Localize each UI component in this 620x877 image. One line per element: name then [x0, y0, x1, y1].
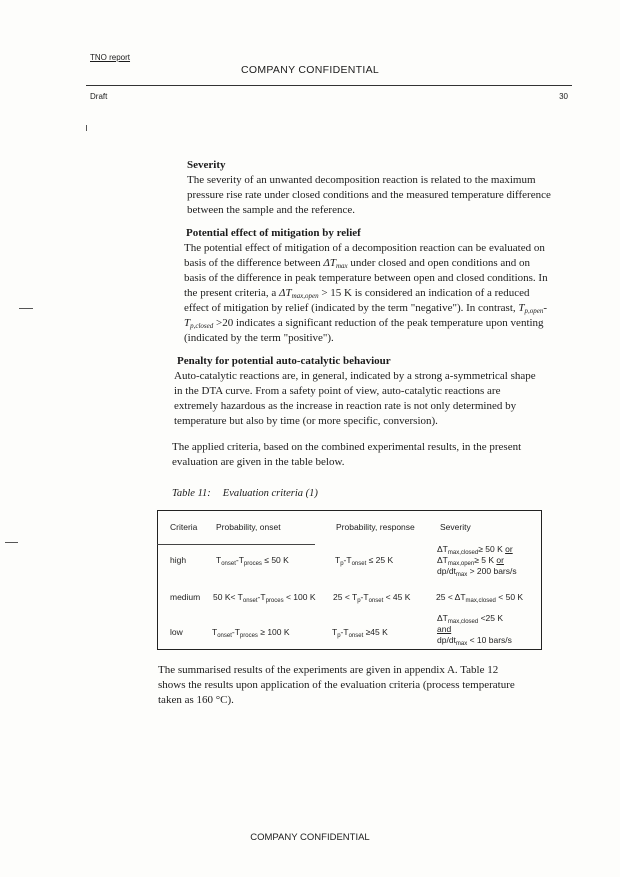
header-probability-response: Probability, response [336, 522, 415, 532]
scan-mark [5, 542, 18, 543]
table-caption [172, 488, 318, 499]
section-penalty [174, 354, 536, 429]
row-high-response: $T_p-T_{onset} \le 25$ K [335, 555, 394, 567]
caption-title: Evaluation criteria (1) [222, 488, 318, 499]
section-body [174, 369, 536, 429]
caption-label: Table 11: [172, 488, 211, 499]
text-line: basis of the difference in peak temperature between open and closed conditions. In [184, 272, 548, 284]
row-low-label: low [170, 627, 183, 637]
text-line: basis of the difference between $\Delta T_{max}$ under closed and open conditions and on [184, 257, 531, 270]
text-line: temperature but also by time (or more specific, conversion). [174, 415, 438, 427]
scan-mark [19, 308, 33, 309]
footer-confidential: COMPANY CONFIDENTIAL [250, 832, 370, 843]
text-line: extremely hazardous as the increase in reaction rate is not only determined by [174, 400, 517, 412]
text-line: between the sample and the reference. [187, 204, 355, 216]
row-medium-label: medium [170, 592, 201, 602]
section-applied [172, 440, 521, 470]
text-line: in the DTA curve. From a safety point of view, auto-catalytic reactions are [174, 385, 501, 397]
section-title: Penalty for potential auto-catalytic behaviour [177, 355, 391, 367]
header-criteria: Criteria [170, 522, 198, 532]
row-medium-onset: 50 $K< T_{onset}-T_{proces} < 100$ K [213, 592, 316, 604]
section-mitigation [184, 226, 548, 346]
text-line: pressure rise rate under closed conditions and the measured temperature difference [187, 189, 551, 201]
scan-mark [86, 125, 87, 131]
table-header-rule [157, 544, 315, 545]
row-medium-severity: $25 < \Delta T_{max,closed} < 50$ K [436, 592, 524, 604]
row-low-severity: $\Delta T_{max,closed} <25$ K and $dp/dt_{max} < 10$ bars/s [437, 613, 512, 647]
section-summary [158, 663, 515, 708]
page-number: 30 [559, 92, 568, 101]
section-severity [187, 158, 551, 218]
header-severity: Severity [440, 522, 471, 532]
row-low-onset: $T_{onset}-T_{proces} \ge 100$ K [212, 627, 290, 639]
section-body [187, 173, 551, 218]
section-title: Potential effect of mitigation by relief [186, 227, 361, 239]
text-line: The applied criteria, based on the combined experimental results, in the present [172, 441, 522, 453]
text-line: effect of mitigation by relief (indicated by the term "negative"). In contrast, $T_{p,open}-$ [184, 302, 548, 315]
row-high-onset: $T_{onset}-T_{proces} \le 50$ K [216, 555, 289, 567]
header-probability-onset: Probability, onset [216, 522, 281, 532]
section-title: Severity [187, 159, 226, 171]
text-line: The summarised results of the experiments are given in appendix A. Table 12 [158, 664, 499, 676]
section-body [184, 241, 548, 346]
header-divider [86, 85, 572, 86]
header-report-label: TNO report [90, 53, 131, 62]
text-line: taken as 160 °C). [158, 694, 234, 706]
row-high-label: high [170, 555, 187, 565]
header-draft-label: Draft [90, 92, 108, 101]
row-high-severity: $\Delta T_{max,closed}\ge 50$ K or $\Delta T_{max,open}\ge 5$ K or $dp/dt_{max} > 200$ bars/s [437, 544, 517, 578]
text-line: Auto-catalytic reactions are, in general, indicated by a strong a-symmetrical shape [174, 370, 536, 382]
text-line: The severity of an unwanted decomposition reaction is related to the maximum [187, 174, 536, 186]
row-low-response: $T_p-T_{onset} \ge 45$ K [332, 627, 388, 639]
text-line: (indicated by the term "positive"). [184, 332, 334, 344]
text-line: the present criteria, a $\Delta T_{max,open} > 15$ K is considered an indication of a reduced [184, 287, 530, 300]
text-line: evaluation are given in the table below. [172, 456, 345, 468]
header-confidential: COMPANY CONFIDENTIAL [240, 64, 380, 76]
text-line: shows the results upon application of the evaluation criteria (process temperature [158, 679, 515, 691]
text-line: $T_{p,closed} >20$ indicates a significant reduction of the peak temperature upon venting [184, 317, 544, 330]
text-line: The potential effect of mitigation of a decomposition reaction can be evaluated on [184, 242, 545, 254]
row-medium-response: $25 < T_p-T_{onset} < 45$ K [333, 592, 411, 604]
